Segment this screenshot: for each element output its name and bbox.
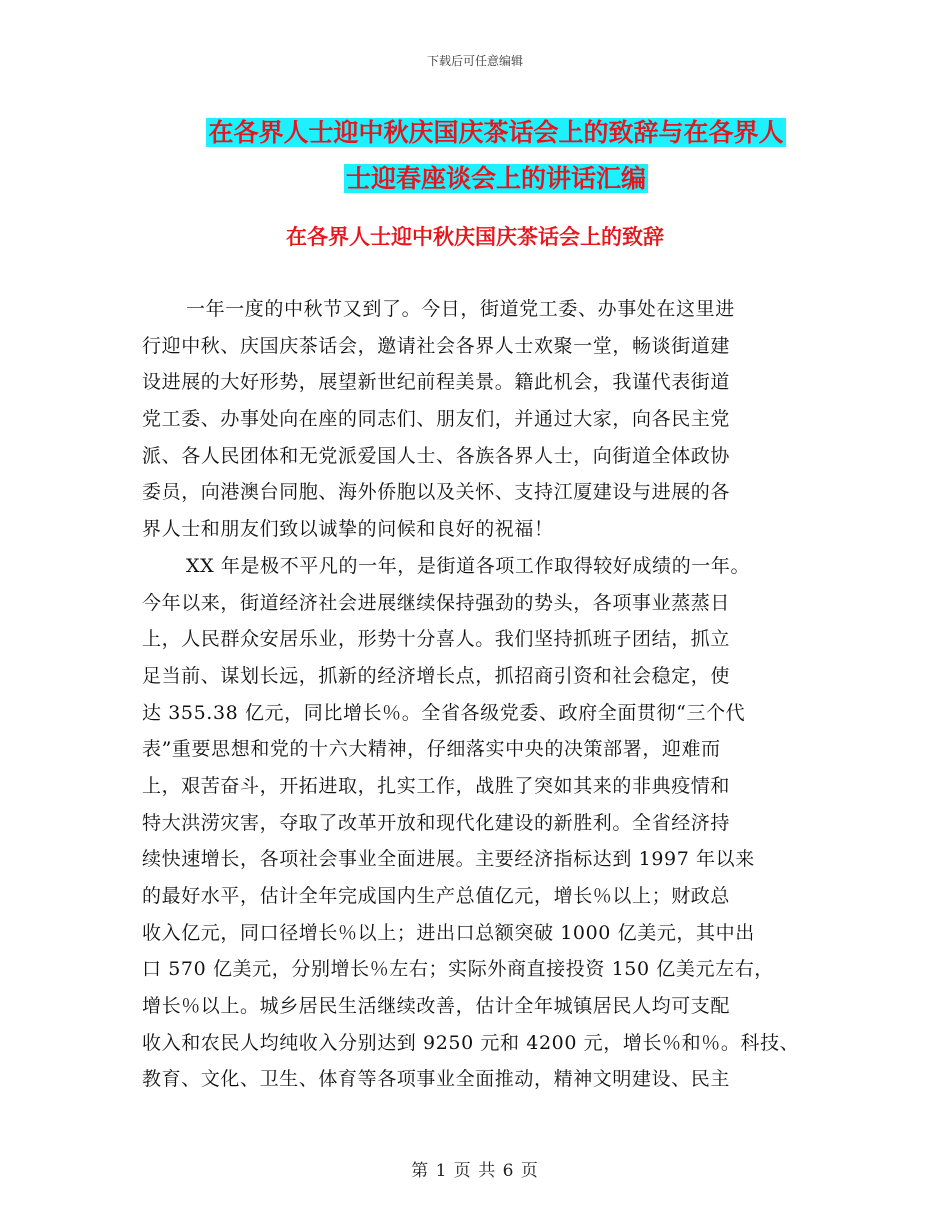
paragraph-line: 收入和农民人均纯收入分别达到 9250 元和 4200 元，增长％和％。科技、 bbox=[142, 1031, 800, 1054]
paragraph-line: 设进展的大好形势，展望新世纪前程美景。籍此机会，我谨代表街道 bbox=[142, 371, 731, 394]
title-text-2: 士迎春座谈会上的讲话汇编 bbox=[345, 164, 646, 193]
paragraph-line: 今年以来，街道经济社会进展继续保持强劲的势头，各项事业蒸蒸日 bbox=[142, 591, 731, 614]
body-text bbox=[142, 291, 832, 1098]
paragraph-line: 一年一度的中秋节又到了。今日，街道党工委、办事处在这里进 bbox=[186, 298, 735, 320]
paragraph-line: 教育、文化、卫生、体育等各项事业全面推动，精神文明建设、民主 bbox=[142, 1068, 731, 1091]
paragraph-line: 表”重要思想和党的十六大精神，仔细落实中央的决策部署，迎难而 bbox=[142, 738, 721, 761]
paragraph-line: 足当前、谋划长远，抓新的经济增长点，抓招商引资和社会稳定，使 bbox=[142, 664, 731, 687]
paragraph-line: 党工委、办事处向在座的同志们、朋友们，并通过大家，向各民主党 bbox=[142, 408, 731, 431]
paragraph-line: 续快速增长，各项社会事业全面进展。主要经济指标达到 1997 年以来 bbox=[142, 848, 755, 871]
page-number: 第 1 页 共 6 页 bbox=[411, 1161, 539, 1181]
section-title: 在各界人士迎中秋庆国庆茶话会上的致辞 bbox=[286, 225, 664, 249]
paragraph-line: 特大洪涝灾害，夺取了改革开放和现代化建设的新胜利。全省经济持 bbox=[142, 811, 731, 834]
paragraph-line: XX 年是极不平凡的一年，是街道各项工作取得较好成绩的一年。 bbox=[186, 554, 751, 577]
paragraph-line: 增长％以上。城乡居民生活继续改善，估计全年城镇居民人均可支配 bbox=[142, 995, 731, 1018]
title-text-1: 在各界人士迎中秋庆国庆茶话会上的致辞与在各界人 bbox=[208, 118, 784, 147]
paragraph-line: 口 570 亿美元，分别增长％左右；实际外商直接投资 150 亿美元左右， bbox=[142, 958, 774, 981]
paragraph-line: 达 355.38 亿元，同比增长％。全省各级党委、政府全面贯彻“三个代 bbox=[142, 701, 746, 724]
document-title-line-1 bbox=[0, 110, 950, 156]
paragraph-line: 派、各人民团体和无党派爱国人士、各族各界人士，向街道全体政协 bbox=[142, 444, 731, 467]
paragraph-line: 行迎中秋、庆国庆茶话会，邀请社会各界人士欢聚一堂，畅谈街道建 bbox=[142, 334, 731, 357]
document-title-line-2 bbox=[42, 156, 950, 202]
paragraph-line: 界人士和朋友们致以诚挚的问候和良好的祝福！ bbox=[142, 518, 554, 541]
document-title bbox=[0, 110, 950, 202]
paragraph-line: 上，艰苦奋斗，开拓进取，扎实工作，战胜了突如其来的非典疫情和 bbox=[142, 774, 731, 797]
paragraph-line: 上，人民群众安居乐业，形势十分喜人。我们坚持抓班子团结，抓立 bbox=[142, 628, 731, 651]
page-header-note: 下载后可任意编辑 bbox=[426, 54, 523, 68]
paragraph-line: 委员，向港澳台同胞、海外侨胞以及关怀、支持江厦建设与进展的各 bbox=[142, 481, 731, 504]
paragraph-line: 收入亿元，同口径增长％以上；进出口总额突破 1000 亿美元，其中出 bbox=[142, 921, 755, 944]
paragraph-line: 的最好水平，估计全年完成国内生产总值亿元，增长％以上；财政总 bbox=[142, 885, 731, 907]
